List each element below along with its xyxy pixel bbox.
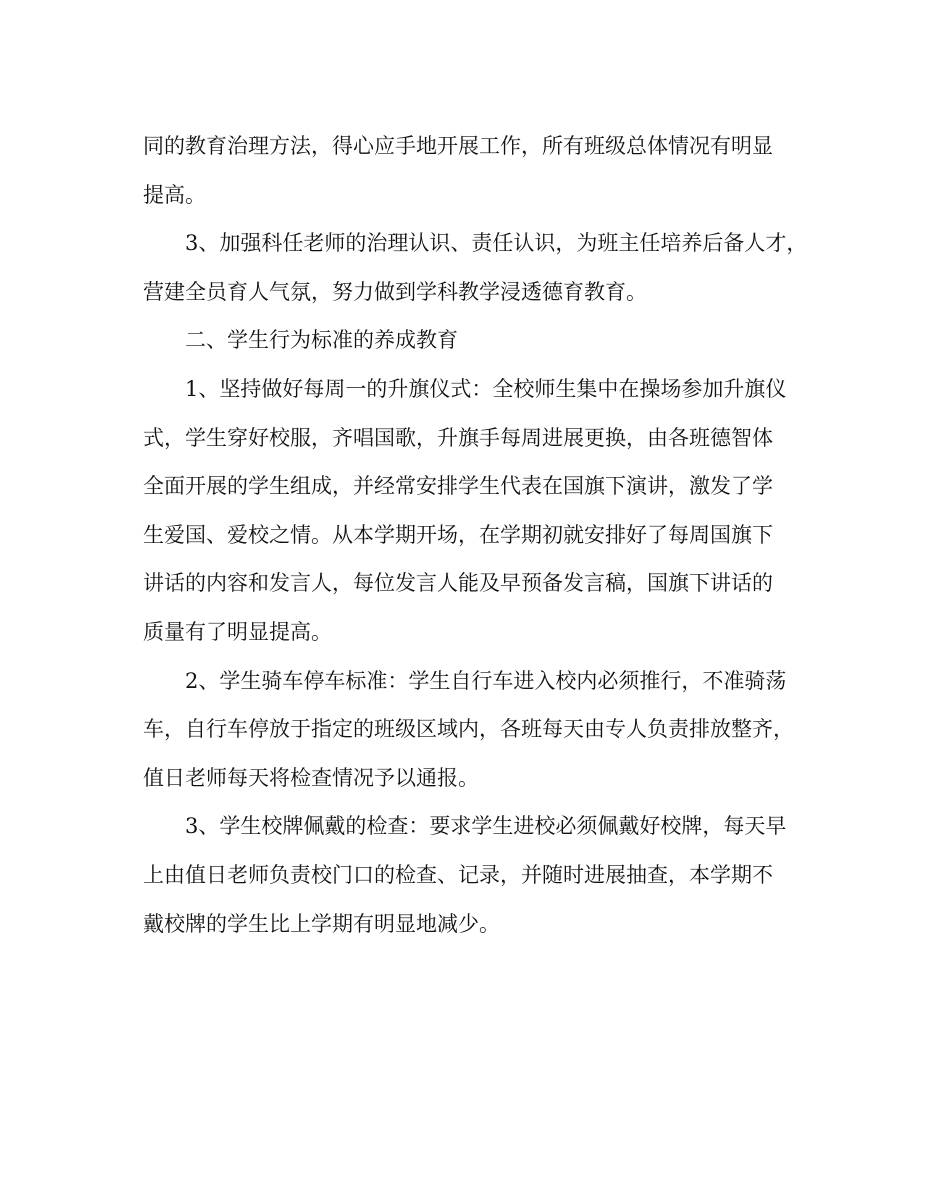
paragraph-line: 3、加强科任老师的治理认识、责任认识，为班主任培养后备人才， [185, 231, 808, 256]
paragraph-line: 2、学生骑车停车标准：学生自行车进入校内必须推行，不准骑荡 [185, 668, 787, 693]
paragraph-item-3-teacher-awareness [143, 219, 823, 316]
paragraph-line: 1、坚持做好每周一的升旗仪式：全校师生集中在操场参加升旗仪 [185, 376, 787, 401]
paragraph-line: 质量有了明显提高。 [143, 619, 332, 644]
paragraph-line: 同的教育治理方法，得心应手地开展工作，所有班级总体情况有明显 [143, 134, 773, 158]
section-heading [143, 316, 823, 365]
paragraph-line: 值日老师每天将检查情况予以通报。 [143, 765, 479, 790]
paragraph-line: 3、学生校牌佩戴的检查：要求学生进校必须佩戴好校牌，每天早 [185, 814, 787, 839]
paragraph-line: 生爱国、爱校之情。从本学期开场，在学期初就安排好了每周国旗下 [143, 522, 773, 547]
paragraph-line: 营建全员育人气氛，努力做到学科教学浸透德育教育。 [143, 279, 647, 304]
paragraph-line: 全面开展的学生组成，并经常安排学生代表在国旗下演讲，激发了学 [143, 474, 773, 499]
paragraph-item-1-flag-ceremony [143, 365, 823, 657]
document-body [143, 122, 823, 948]
paragraph-item-2-bicycle-parking [143, 657, 823, 803]
paragraph-item-3-badge-check [143, 802, 823, 948]
paragraph-line: 讲话的内容和发言人，每位发言人能及早预备发言稿，国旗下讲话的 [143, 571, 773, 596]
paragraph-line: 提高。 [143, 182, 206, 207]
paragraph-line: 车，自行车停放于指定的班级区域内，各班每天由专人负责排放整齐， [143, 717, 794, 742]
paragraph-line: 式，学生穿好校服，齐唱国歌，升旗手每周进展更换，由各班德智体 [143, 425, 773, 450]
paragraph-line: 戴校牌的学生比上学期有明显地减少。 [143, 911, 500, 936]
paragraph-continuation [143, 122, 823, 219]
section-heading-text: 二、学生行为标准的养成教育 [185, 328, 458, 353]
paragraph-line: 上由值日老师负责校门口的检查、记录，并随时进展抽查，本学期不 [143, 862, 773, 887]
